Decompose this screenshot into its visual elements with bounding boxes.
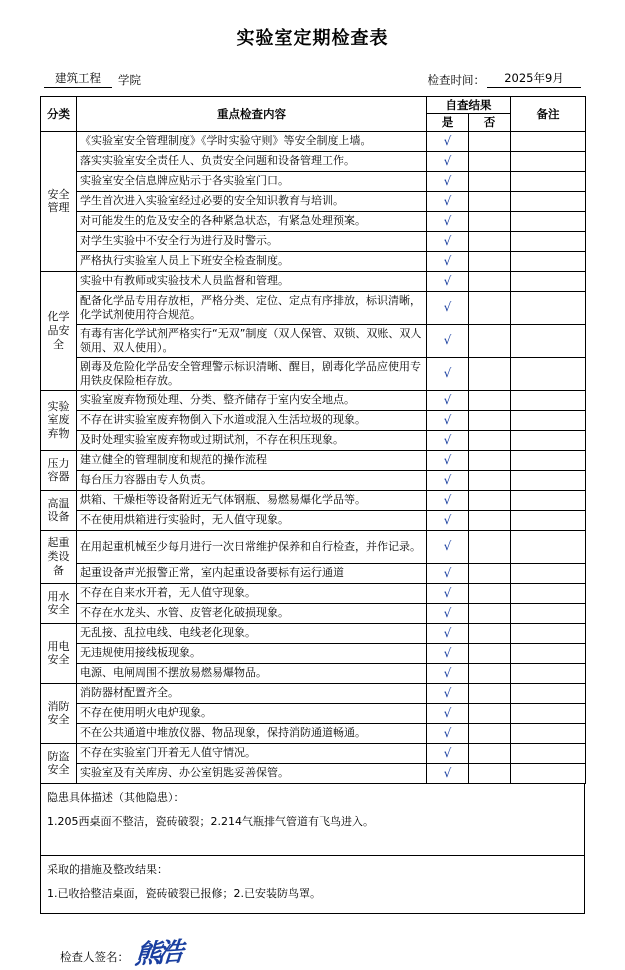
row-result-no[interactable] xyxy=(469,171,511,191)
row-remark[interactable] xyxy=(511,470,586,490)
row-content: 严格执行实验室人员上下班安全检查制度。 xyxy=(77,251,427,271)
header-result-group: 自查结果 xyxy=(427,97,511,114)
row-result-no[interactable] xyxy=(469,357,511,390)
measures-body: 1.已收拾整洁桌面，瓷砖破裂已报修；2.已安装防鸟罩。 xyxy=(47,886,321,900)
row-content: 在用起重机械至少每月进行一次日常维护保养和自行检查，并作记录。 xyxy=(77,530,427,563)
row-content: 烘箱、干燥柜等设备附近无气体钢瓶、易燃易爆化学品等。 xyxy=(77,490,427,510)
row-result-no[interactable] xyxy=(469,410,511,430)
row-result-yes[interactable]: √ xyxy=(427,131,469,151)
table-row xyxy=(41,151,586,171)
row-remark[interactable] xyxy=(511,563,586,583)
table-row xyxy=(41,530,586,563)
row-result-no[interactable] xyxy=(469,151,511,171)
row-remark[interactable] xyxy=(511,357,586,390)
table-row xyxy=(41,211,586,231)
row-category: 安全管理 xyxy=(41,131,77,271)
row-result-yes[interactable]: √ xyxy=(427,763,469,783)
row-content: 不存在实验室门开着无人值守情况。 xyxy=(77,743,427,763)
row-result-yes[interactable]: √ xyxy=(427,623,469,643)
row-category: 化学品安全 xyxy=(41,271,77,390)
row-result-yes[interactable]: √ xyxy=(427,251,469,271)
table-row xyxy=(41,470,586,490)
inspection-date-label: 检查时间： xyxy=(427,73,485,87)
table-row xyxy=(41,663,586,683)
row-result-no[interactable] xyxy=(469,191,511,211)
row-remark[interactable] xyxy=(511,583,586,603)
row-content: 不存在讲实验室废弃物倒入下水道或混入生活垃圾的现象。 xyxy=(77,410,427,430)
row-result-no[interactable] xyxy=(469,683,511,703)
row-result-no[interactable] xyxy=(469,470,511,490)
hidden-danger-body: 1.205西桌面不整洁，瓷砖破裂；2.214气瓶排气管道有飞鸟进入。 xyxy=(47,814,374,828)
row-result-no[interactable] xyxy=(469,643,511,663)
row-remark[interactable] xyxy=(511,510,586,530)
row-content: 不存在使用明火电炉现象。 xyxy=(77,703,427,723)
row-remark[interactable] xyxy=(511,763,586,783)
row-result-no[interactable] xyxy=(469,430,511,450)
row-result-no[interactable] xyxy=(469,763,511,783)
row-content: 实验中有教师或实验技术人员监督和管理。 xyxy=(77,271,427,291)
table-row xyxy=(41,703,586,723)
row-result-yes[interactable]: √ xyxy=(427,563,469,583)
header-content: 重点检查内容 xyxy=(77,97,427,132)
row-result-yes[interactable]: √ xyxy=(427,643,469,663)
row-remark[interactable] xyxy=(511,324,586,357)
row-content: 消防器材配置齐全。 xyxy=(77,683,427,703)
row-content: 建立健全的管理制度和规范的操作流程 xyxy=(77,450,427,470)
row-remark[interactable] xyxy=(511,703,586,723)
signer-label: 检查人签名： xyxy=(60,949,129,964)
table-row xyxy=(41,324,586,357)
row-result-no[interactable] xyxy=(469,510,511,530)
row-result-yes[interactable]: √ xyxy=(427,291,469,324)
row-result-no[interactable] xyxy=(469,211,511,231)
row-result-yes[interactable]: √ xyxy=(427,191,469,211)
row-remark[interactable] xyxy=(511,663,586,683)
row-result-no[interactable] xyxy=(469,623,511,643)
row-remark[interactable] xyxy=(511,151,586,171)
table-row xyxy=(41,231,586,251)
hidden-danger-title: 隐患具体描述（其他隐患）： xyxy=(47,790,185,804)
row-result-no[interactable] xyxy=(469,723,511,743)
row-remark[interactable] xyxy=(511,683,586,703)
row-content: 电源、电闸周围不摆放易燃易爆物品。 xyxy=(77,663,427,683)
row-result-no[interactable] xyxy=(469,291,511,324)
row-category: 防盗安全 xyxy=(41,743,77,783)
table-row xyxy=(41,623,586,643)
row-content: 落实实验室安全责任人、负责安全问题和设备管理工作。 xyxy=(77,151,427,171)
college-field xyxy=(44,70,141,88)
row-category: 用电安全 xyxy=(41,623,77,683)
row-category: 实验室废弃物 xyxy=(41,390,77,450)
page-title: 实验室定期检查表 xyxy=(236,28,389,49)
table-row xyxy=(41,291,586,324)
row-remark[interactable] xyxy=(511,271,586,291)
table-header-row-1 xyxy=(41,97,586,114)
table-row xyxy=(41,683,586,703)
row-remark[interactable] xyxy=(511,231,586,251)
header-yes: 是 xyxy=(427,114,469,131)
table-row xyxy=(41,583,586,603)
row-result-yes[interactable]: √ xyxy=(427,490,469,510)
table-row xyxy=(41,191,586,211)
row-remark[interactable] xyxy=(511,743,586,763)
inspection-table xyxy=(40,96,586,784)
table-row xyxy=(41,723,586,743)
row-result-no[interactable] xyxy=(469,703,511,723)
row-result-no[interactable] xyxy=(469,251,511,271)
row-result-no[interactable] xyxy=(469,131,511,151)
row-result-no[interactable] xyxy=(469,583,511,603)
row-content: 对学生实验中不安全行为进行及时警示。 xyxy=(77,231,427,251)
row-result-no[interactable] xyxy=(469,490,511,510)
row-result-no[interactable] xyxy=(469,390,511,410)
row-result-yes[interactable]: √ xyxy=(427,663,469,683)
row-result-yes[interactable]: √ xyxy=(427,603,469,623)
row-content: 实验室安全信息牌应贴示于各实验室门口。 xyxy=(77,171,427,191)
signature-row xyxy=(40,937,585,970)
row-content: 实验室及有关库房、办公室钥匙妥善保管。 xyxy=(77,763,427,783)
table-row xyxy=(41,171,586,191)
row-result-no[interactable] xyxy=(469,743,511,763)
row-result-yes[interactable]: √ xyxy=(427,743,469,763)
table-row xyxy=(41,251,586,271)
signature-mark: 熊浩 xyxy=(133,937,181,970)
header-remark: 备注 xyxy=(511,97,586,132)
row-remark[interactable] xyxy=(511,390,586,410)
row-remark[interactable] xyxy=(511,490,586,510)
table-row xyxy=(41,390,586,410)
row-remark[interactable] xyxy=(511,251,586,271)
inspection-date-field xyxy=(428,70,582,88)
row-content: 不在使用烘箱进行实验时，无人值守现象。 xyxy=(77,510,427,530)
row-content: 配备化学品专用存放柜，严格分类、定位、定点有序排放，标识清晰，化学试剂使用符合规范。 xyxy=(77,291,427,324)
college-name: 建筑工程 xyxy=(44,70,112,88)
document-page xyxy=(0,24,625,970)
table-head xyxy=(41,97,586,132)
row-remark[interactable] xyxy=(511,131,586,151)
table-row xyxy=(41,357,586,390)
table-row xyxy=(41,450,586,470)
measures-box xyxy=(40,856,585,914)
row-result-yes[interactable]: √ xyxy=(427,450,469,470)
header-no: 否 xyxy=(469,114,511,131)
table-row xyxy=(41,643,586,663)
row-result-no[interactable] xyxy=(469,324,511,357)
row-result-no[interactable] xyxy=(469,603,511,623)
row-result-yes[interactable]: √ xyxy=(427,703,469,723)
row-content: 及时处理实验室废弃物或过期试剂，不存在积压现象。 xyxy=(77,430,427,450)
row-remark[interactable] xyxy=(511,430,586,450)
row-content: 不存在水龙头、水管、皮管老化破损现象。 xyxy=(77,603,427,623)
row-result-no[interactable] xyxy=(469,231,511,251)
header-category: 分类 xyxy=(41,97,77,132)
row-content: 不在公共通道中堆放仪器、物品现象，保持消防通道畅通。 xyxy=(77,723,427,743)
row-content: 无违规使用接线板现象。 xyxy=(77,643,427,663)
row-result-yes[interactable]: √ xyxy=(427,151,469,171)
row-remark[interactable] xyxy=(511,530,586,563)
college-suffix-label: 学院 xyxy=(118,73,141,87)
row-content: 每台压力容器由专人负责。 xyxy=(77,470,427,490)
row-content: 不存在自来水开着，无人值守现象。 xyxy=(77,583,427,603)
row-result-yes[interactable]: √ xyxy=(427,510,469,530)
table-row xyxy=(41,743,586,763)
row-result-yes[interactable]: √ xyxy=(427,231,469,251)
measures-title: 采取的措施及整改结果： xyxy=(47,862,168,876)
row-result-no[interactable] xyxy=(469,563,511,583)
row-remark[interactable] xyxy=(511,191,586,211)
inspection-date-value: 2025年9月 xyxy=(487,70,581,88)
table-row xyxy=(41,430,586,450)
table-row xyxy=(41,271,586,291)
row-category: 用水安全 xyxy=(41,583,77,623)
table-row xyxy=(41,490,586,510)
row-result-yes[interactable]: √ xyxy=(427,723,469,743)
row-result-yes[interactable]: √ xyxy=(427,211,469,231)
table-row xyxy=(41,131,586,151)
row-content: 起重设备声光报警正常，室内起重设备要标有运行通道 xyxy=(77,563,427,583)
row-result-no[interactable] xyxy=(469,663,511,683)
row-category: 压力容器 xyxy=(41,450,77,490)
row-category: 消防安全 xyxy=(41,683,77,743)
row-content: 对可能发生的危及安全的各种紧急状态，有紧急处理预案。 xyxy=(77,211,427,231)
row-result-yes[interactable]: √ xyxy=(427,171,469,191)
table-row xyxy=(41,510,586,530)
row-content: 《实验室安全管理制度》《学时实验守则》等安全制度上墙。 xyxy=(77,131,427,151)
row-remark[interactable] xyxy=(511,291,586,324)
row-remark[interactable] xyxy=(511,450,586,470)
table-row xyxy=(41,603,586,623)
row-result-yes[interactable]: √ xyxy=(427,271,469,291)
row-remark[interactable] xyxy=(511,211,586,231)
row-remark[interactable] xyxy=(511,723,586,743)
row-category: 高温设备 xyxy=(41,490,77,530)
meta-row xyxy=(40,70,585,88)
row-result-yes[interactable]: √ xyxy=(427,583,469,603)
row-result-yes[interactable]: √ xyxy=(427,410,469,430)
row-remark[interactable] xyxy=(511,171,586,191)
table-row xyxy=(41,410,586,430)
row-content: 剧毒及危险化学品安全管理警示标识清晰、醒目，剧毒化学品应使用专用铁皮保险柜存放。 xyxy=(77,357,427,390)
row-content: 无乱接、乱拉电线、电线老化现象。 xyxy=(77,623,427,643)
table-body xyxy=(41,131,586,783)
row-remark[interactable] xyxy=(511,623,586,643)
row-category: 起重类设备 xyxy=(41,530,77,583)
hidden-danger-box xyxy=(40,784,585,856)
table-row xyxy=(41,763,586,783)
row-content: 实验室废弃物预处理、分类、整齐储存于室内安全地点。 xyxy=(77,390,427,410)
row-remark[interactable] xyxy=(511,603,586,623)
row-result-yes[interactable]: √ xyxy=(427,430,469,450)
row-remark[interactable] xyxy=(511,643,586,663)
row-result-no[interactable] xyxy=(469,271,511,291)
row-result-yes[interactable]: √ xyxy=(427,390,469,410)
row-result-no[interactable] xyxy=(469,530,511,563)
row-result-yes[interactable]: √ xyxy=(427,683,469,703)
table-row xyxy=(41,563,586,583)
row-result-yes[interactable]: √ xyxy=(427,530,469,563)
row-result-no[interactable] xyxy=(469,450,511,470)
row-result-yes[interactable]: √ xyxy=(427,324,469,357)
row-content: 学生首次进入实验室经过必要的安全知识教育与培训。 xyxy=(77,191,427,211)
row-result-yes[interactable]: √ xyxy=(427,470,469,490)
row-remark[interactable] xyxy=(511,410,586,430)
row-content: 有毒有害化学试剂严格实行“无双”制度（双人保管、双锁、双账、双人领用、双人使用）。 xyxy=(77,324,427,357)
row-result-yes[interactable]: √ xyxy=(427,357,469,390)
